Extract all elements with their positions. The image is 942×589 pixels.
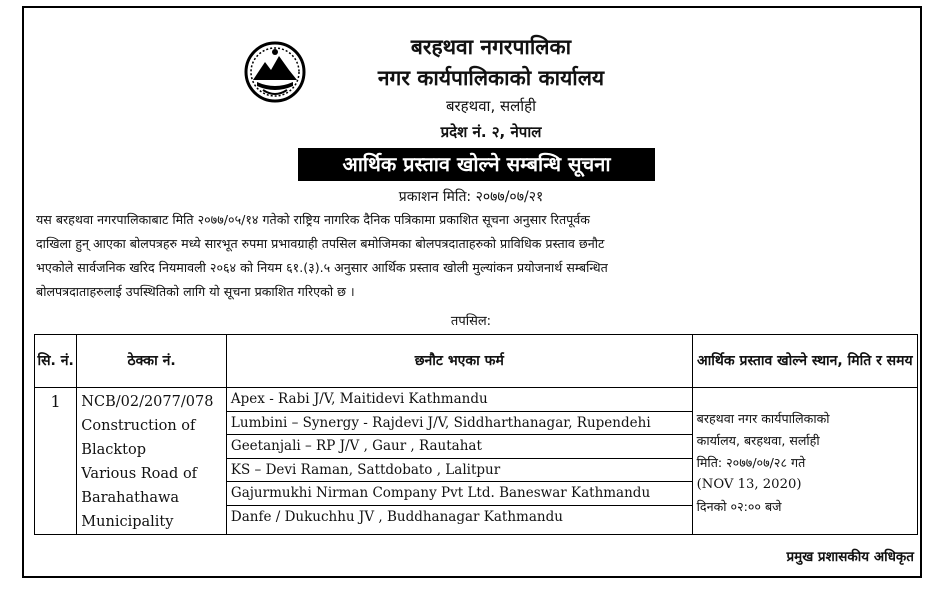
place-cell <box>692 388 917 535</box>
header-place: आर्थिक प्रस्ताव खोल्ने स्थान, मिति र समय <box>692 335 917 388</box>
firm-item: Geetanjali – RP J/V , Gaur , Rautahat <box>227 435 692 459</box>
notice-body-line: बोलपत्रदाताहरुलाई उपस्थितिको लागि यो सूचना प्रकाशित गरिएको छ । <box>36 284 355 299</box>
firms-cell <box>226 388 692 535</box>
place-line: दिनको ०२:०० बजे <box>696 499 782 514</box>
publish-date: प्रकाशन मिति: २०७७/०७/२१ <box>398 189 544 205</box>
place-line: बरहथवा नगर कार्यपालिकाको <box>696 411 830 426</box>
bid-table <box>34 334 918 535</box>
contract-line: Barahathawa <box>81 490 180 506</box>
contract-line: Construction of <box>81 418 196 434</box>
office-name: नगर कार्यपालिकाको कार्यालय <box>377 66 605 90</box>
firm-item: Danfe / Dukuchhu JV , Buddhanagar Kathmandu <box>230 508 563 525</box>
contract-cell <box>77 388 227 535</box>
firm-item: Gajurmukhi Nirman Company Pvt Ltd. Baneswar Kathmandu <box>227 482 692 506</box>
notice-body <box>36 208 916 304</box>
firm-item: KS – Devi Raman, Sattdobato , Lalitpur <box>227 459 692 483</box>
notice-body-line: यस बरहथवा नगरपालिकाबाट मिति २०७७/०५/१४ गतेको राष्ट्रिय नागरिक दैनिक पत्रिकामा प्रकाशित सूचना अनुसार रितपूर्वक <box>36 212 590 227</box>
contract-line: Municipality <box>81 514 174 530</box>
header-firms: छनौट भएका फर्म <box>226 335 692 388</box>
place-line: कार्यालय, बरहथवा, सर्लाही <box>696 433 820 448</box>
schedule-label: तपसिल: <box>450 314 492 329</box>
notice-body-line: भएकोले सार्वजनिक खरिद नियमावली २०६४ को नियम ६१.(३).५ अनुसार आर्थिक प्रस्ताव खोली मुल्यांकन प्रयोजनार्थ सम्बन्धित <box>36 260 608 275</box>
place-line: मिति: २०७७/०७/२८ गते <box>696 455 806 470</box>
contract-line: NCB/02/2077/078 <box>81 394 214 410</box>
province-label: प्रदेश नं. २, नेपाल <box>440 123 542 141</box>
office-location: बरहथवा, सर्लाही <box>445 97 537 115</box>
header-contract: ठेक्का नं. <box>77 335 227 388</box>
notice-body-line: दाखिला हुन् आएका बोलपत्रहरु मध्ये सारभूत रुपमा प्रभावग्राही तपसिल बमोजिमका बोलपत्रदाताहरुको प्राविधिक प्रस्ताव छनौट <box>36 236 605 251</box>
table-header-row <box>35 335 918 388</box>
header-sn: सि. नं. <box>35 335 77 388</box>
org-name: बरहथवा नगरपालिका <box>410 35 572 59</box>
table-row <box>35 388 918 535</box>
contract-line: Various Road of <box>81 466 198 482</box>
place-line: (NOV 13, 2020) <box>696 477 802 492</box>
row-sn: 1 <box>35 388 77 535</box>
signatory: प्रमुख प्रशासकीय अधिकृत <box>786 549 914 565</box>
firm-item: Lumbini – Synergy - Rajdevi J/V, Siddharthanagar, Rupendehi <box>227 412 692 436</box>
firm-item: Apex - Rabi J/V, Maitidevi Kathmandu <box>227 388 692 412</box>
notice-title: आर्थिक प्रस्ताव खोल्ने सम्बन्धि सूचना <box>298 148 655 181</box>
contract-line: Blacktop <box>81 442 146 458</box>
